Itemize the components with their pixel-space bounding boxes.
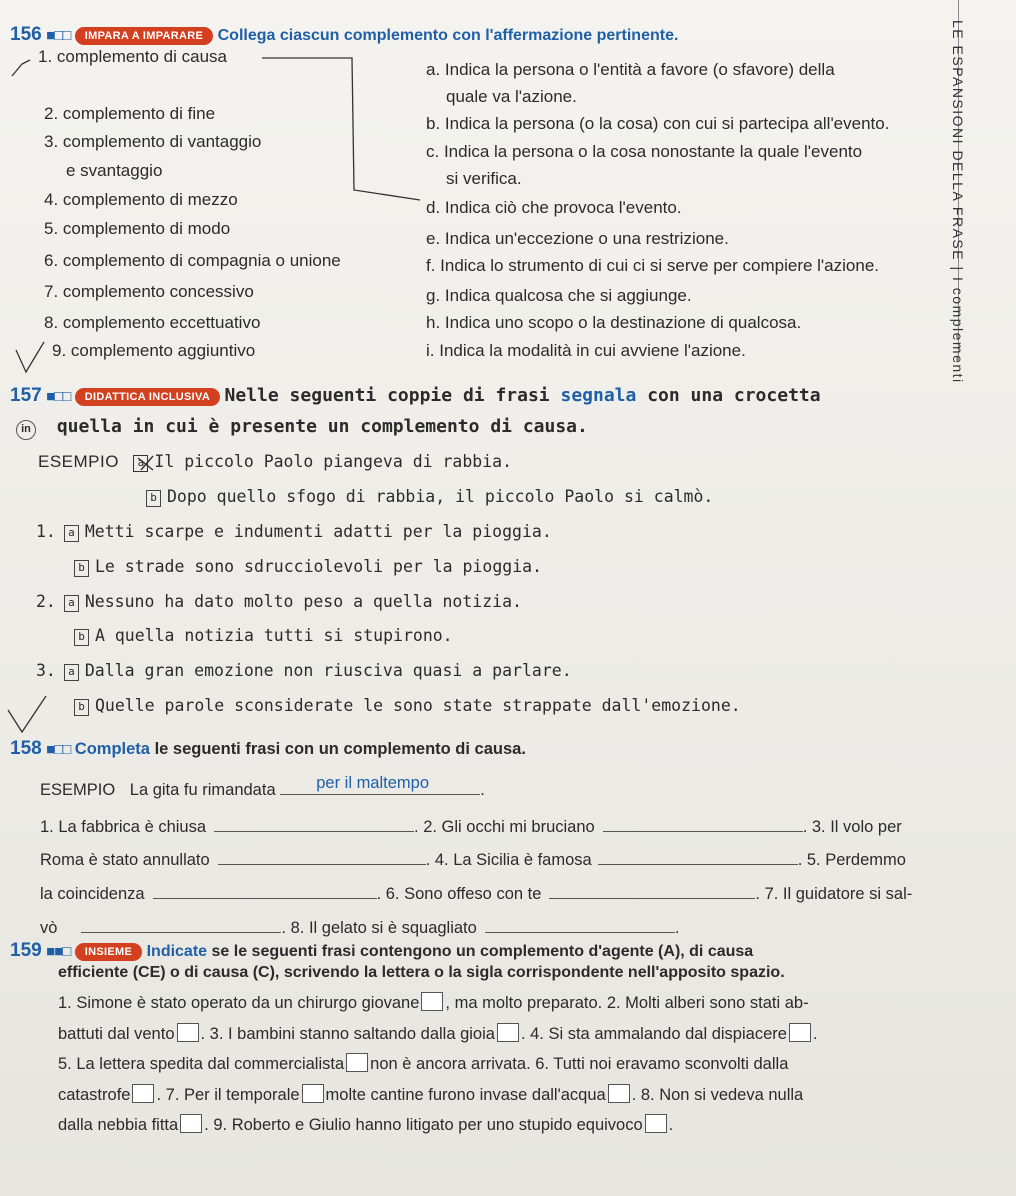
ex159-line-1: [58, 988, 963, 1019]
option-box-b[interactable]: b: [74, 560, 89, 577]
ex156-left-item: 9. complemento aggiuntivo: [52, 341, 256, 360]
answer-box-5[interactable]: [346, 1053, 368, 1072]
ex156-badge: IMPARA A IMPARARE: [75, 27, 213, 45]
ex156-left-item: 4. complemento di mezzo: [44, 190, 238, 209]
ex156-left-item: 1. complemento di causa: [38, 47, 227, 66]
example-label: ESEMPIO: [40, 781, 116, 799]
sentence-text: . 3. I bambini stanno saltando dalla gioia: [200, 1024, 495, 1043]
ex157-title: [225, 385, 821, 406]
answer-box-7[interactable]: [302, 1084, 324, 1103]
sentence-3: . 3. Il volo per: [802, 818, 902, 836]
sentence-4: . 4. La Sicilia è famosa: [425, 851, 592, 869]
inclusive-marker-icon: in: [16, 420, 36, 440]
ex156-right-item: e. Indica un'eccezione o una restrizione.: [426, 229, 729, 248]
answer-blank-2[interactable]: [603, 831, 803, 832]
ex158-title: le seguenti frasi con un complemento di causa.: [154, 740, 526, 758]
answer-blank-5[interactable]: [153, 898, 377, 899]
answer-box-9[interactable]: [180, 1114, 202, 1133]
sentence-7: . 7. Il guidatore si sal-: [755, 885, 913, 903]
punctuation: .: [668, 1116, 674, 1134]
answer-box-6[interactable]: [132, 1084, 154, 1103]
example-label: ESEMPIO: [38, 452, 119, 471]
answer-blank-7[interactable]: [81, 932, 281, 933]
ex158-number: 158: [10, 738, 42, 759]
punctuation: .: [480, 781, 485, 799]
ex156-right-item: d. Indica ciò che provoca l'evento.: [426, 198, 682, 217]
ex157-title-line2: [16, 416, 588, 440]
item-number: 1.: [36, 522, 56, 541]
ex157-item-2a: [36, 592, 522, 612]
ex156-connection-lines: [0, 0, 1016, 400]
ex158-header: [10, 738, 526, 760]
option-box-b[interactable]: b: [74, 629, 89, 646]
option-box-a[interactable]: a: [64, 595, 79, 612]
item-number: 2.: [36, 592, 56, 611]
ex157-item-3b: [74, 696, 741, 716]
sentence-7-cont: vò: [40, 919, 58, 937]
answer-box-10[interactable]: [645, 1114, 667, 1133]
ex157-header: [10, 385, 821, 407]
sentence-text: catastrofe: [58, 1085, 131, 1104]
ex156-left-item: 6. complemento di compagnia o unione: [44, 251, 341, 270]
answer-box-2[interactable]: [177, 1023, 199, 1042]
ex157-title-part: con una crocetta: [647, 385, 821, 406]
ex157-item-3a: [36, 661, 572, 681]
option-box-b[interactable]: b: [74, 699, 89, 716]
ex159-title: se le seguenti frasi contengono un complemento d'agente (A), di causa: [211, 943, 754, 960]
sentence-text: 5. La lettera spedita dal commercialista: [58, 1055, 345, 1073]
option-box-b[interactable]: b: [146, 490, 161, 507]
answer-box-8[interactable]: [608, 1084, 630, 1103]
sentence-text: . 4. Si sta ammalando dal dispiacere: [520, 1024, 787, 1043]
sentence-5-cont: la coincidenza: [40, 885, 145, 903]
difficulty-squares: ■■□: [46, 943, 71, 960]
item-sentence-b: Le strade sono sdrucciolevoli per la pioggia.: [95, 557, 543, 576]
answer-blank-6[interactable]: [549, 898, 755, 899]
sentence-text: . 9. Roberto e Giulio hanno litigato per uno stupido equivoco: [204, 1116, 643, 1134]
option-box-a[interactable]: a: [64, 664, 79, 681]
ex156-right-item: b. Indica la persona (o la cosa) con cui si partecipa all'evento.: [426, 114, 890, 133]
ex157-badge: DIDATTICA INCLUSIVA: [75, 388, 220, 406]
sentence-6: . 6. Sono offeso con te: [376, 885, 542, 903]
ex156-right-item: a. Indica la persona o l'entità a favore (o sfavore) della: [426, 60, 835, 79]
ex159-header: [10, 940, 753, 962]
ex156-right-item: h. Indica uno scopo o la destinazione di qualcosa.: [426, 313, 802, 332]
ex157-example-b: [146, 487, 713, 507]
answer-blank-4[interactable]: [598, 864, 798, 865]
ex157-title-highlight: segnala: [560, 385, 637, 406]
check-mark: [16, 342, 44, 372]
ex158-line-2: [40, 851, 906, 870]
difficulty-squares: ■□□: [46, 741, 71, 758]
ex156-right-item: quale va l'azione.: [446, 87, 577, 106]
option-box-a[interactable]: a: [64, 525, 79, 542]
connection-line: [262, 58, 420, 200]
answer-box-4[interactable]: [789, 1023, 811, 1042]
ex156-left-item: 8. complemento eccettuativo: [44, 313, 261, 332]
difficulty-squares: ■□□: [46, 388, 71, 405]
sentence-text: dalla nebbia fitta: [58, 1116, 179, 1134]
ex158-example: [40, 774, 485, 800]
punctuation: .: [812, 1024, 818, 1043]
item-sentence-a: Metti scarpe e indumenti adatti per la pioggia.: [84, 522, 552, 541]
ex159-number: 159: [10, 940, 42, 961]
ex156-right-item: f. Indica lo strumento di cui ci si serve per compiere l'azione.: [426, 256, 879, 275]
example-sentence: La gita fu rimandata: [129, 781, 276, 799]
ex157-item-1b: [74, 557, 542, 577]
punctuation: .: [674, 919, 680, 937]
ex157-item-1a: [36, 522, 552, 542]
side-label-text: LE ESPANSIONI DELLA FRASE | I complementi: [950, 20, 966, 384]
sentence-text: molte cantine furono invase dall'acqua: [325, 1085, 606, 1104]
example-sentence-a: Il piccolo Paolo piangeva di rabbia.: [154, 452, 513, 471]
example-answer-blank: [280, 774, 480, 795]
ex157-title-text: quella in cui è presente un complemento di causa.: [56, 416, 588, 437]
sentence-text: 1. Simone è stato operato da un chirurgo giovane: [58, 994, 420, 1012]
ex159-body: [58, 988, 963, 1141]
ex157-example: [38, 452, 512, 472]
ex156-number: 156: [10, 24, 42, 45]
pencil-mark: [12, 60, 30, 76]
ex158-line-4: [40, 919, 679, 938]
ex156-left-item: e svantaggio: [66, 161, 163, 180]
sentence-5: . 5. Perdemmo: [797, 851, 906, 869]
ex159-line-4: [58, 1080, 963, 1111]
ex159-title-highlight: Indicate: [146, 943, 208, 960]
answer-box-3[interactable]: [497, 1023, 519, 1042]
sentence-text: non è ancora arrivata. 6. Tutti noi eravamo sconvolti dalla: [370, 1055, 789, 1073]
answer-blank-1[interactable]: [214, 831, 414, 832]
ex159-badge: INSIEME: [75, 943, 142, 961]
answer-blank-8[interactable]: [485, 932, 675, 933]
option-box-a[interactable]: a: [133, 455, 148, 472]
ex159-title-line2: efficiente (CE) o di causa (C), scrivendo la lettera o la sigla corrispondente nell'apposito spazio.: [58, 964, 785, 981]
ex159-line-2: [58, 1019, 963, 1050]
item-sentence-a: Nessuno ha dato molto peso a quella notizia.: [84, 592, 522, 611]
ex156-right-item: g. Indica qualcosa che si aggiunge.: [426, 286, 692, 305]
ex157-title-part: Nelle seguenti coppie di frasi: [224, 385, 550, 406]
ex157-number: 157: [10, 385, 42, 406]
sentence-8: . 8. Il gelato si è squagliato: [281, 919, 477, 937]
ex157-item-2b: [74, 626, 453, 646]
ex159-line-3: [58, 1049, 963, 1080]
item-sentence-b: Quelle parole sconsiderate le sono state strappate dall'emozione.: [95, 696, 741, 715]
sentence-text: . 7. Per il temporale: [156, 1085, 300, 1104]
ex158-title-highlight: Completa: [74, 740, 150, 758]
difficulty-squares: ■□□: [46, 27, 71, 44]
ex156-right-item: c. Indica la persona o la cosa nonostante la quale l'evento: [426, 142, 863, 161]
ex156-title: Collega ciascun complemento con l'affermazione pertinente.: [217, 27, 679, 44]
answer-box-1[interactable]: [421, 992, 443, 1011]
example-sentence-b: Dopo quello sfogo di rabbia, il piccolo Paolo si calmò.: [167, 487, 714, 506]
sentence-2: . 2. Gli occhi mi bruciano: [414, 818, 595, 836]
ex156-right-item: si verifica.: [446, 169, 522, 188]
ex156-left-item: 5. complemento di modo: [44, 219, 231, 238]
ex156-left-item: 3. complemento di vantaggio: [44, 132, 262, 151]
ex156-left-item: 2. complemento di fine: [44, 104, 216, 123]
sentence-3-cont: Roma è stato annullato: [40, 851, 210, 869]
sentence-1: 1. La fabbrica è chiusa: [40, 818, 207, 836]
ex158-line-3: [40, 885, 912, 904]
ex158-line-1: [40, 818, 902, 837]
answer-blank-3[interactable]: [218, 864, 426, 865]
example-cross-mark: [133, 448, 163, 478]
item-number: 3.: [36, 661, 56, 680]
ex156-right-item: i. Indica la modalità in cui avviene l'azione.: [426, 341, 746, 360]
sentence-text: . 8. Non si vedeva nulla: [631, 1085, 804, 1104]
item-sentence-a: Dalla gran emozione non riusciva quasi a parlare.: [84, 661, 572, 680]
example-answer: per il maltempo: [316, 774, 430, 792]
sentence-text: battuti dal vento: [58, 1024, 175, 1043]
ex159-line-5: [58, 1110, 963, 1141]
sentence-text: , ma molto preparato. 2. Molti alberi sono stati ab-: [445, 994, 809, 1012]
item-sentence-b: A quella notizia tutti si stupirono.: [95, 626, 453, 645]
ex156-left-item: 7. complemento concessivo: [44, 282, 254, 301]
